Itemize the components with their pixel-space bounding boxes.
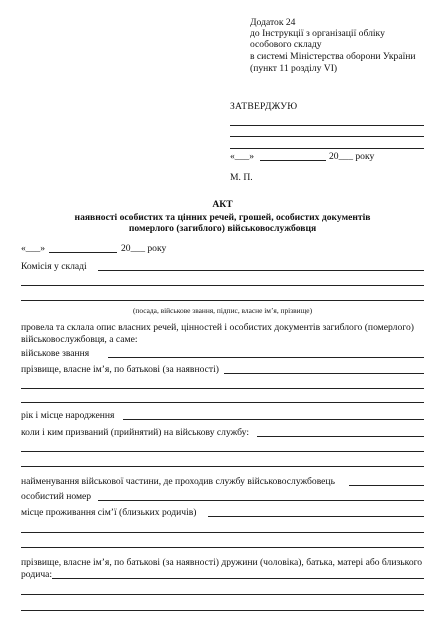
relative-line-3[interactable] [21, 594, 424, 595]
act-subtitle-2: померлого (загиблого) військовослужбовця [128, 223, 317, 234]
residence-line-2[interactable] [21, 532, 424, 533]
relative-line-2: родича: [21, 569, 53, 580]
name-line-3[interactable] [21, 402, 424, 403]
draft-label: коли і ким призваний (прийнятий) на військову службу: [21, 427, 249, 438]
annex-line-4: в системі Міністерства оборони України [250, 51, 416, 62]
approval-line-3 [230, 148, 424, 149]
intro-line-2: військовослужбовця, а саме: [21, 334, 138, 345]
name-label: прізвище, власне ім’я, по батькові (за наявності) [21, 364, 219, 375]
approval-date-line [260, 160, 326, 161]
intro-line-1: провела та склала опис власних речей, цінностей і особистих документів загиблого (померлого) [21, 322, 414, 333]
residence-label: місце проживання сім’ї (близьких родичів) [21, 507, 197, 518]
residence-line-3[interactable] [21, 547, 424, 548]
rank-field[interactable] [108, 357, 424, 358]
annex-line-1: Додаток 24 [250, 17, 296, 28]
birth-field[interactable] [123, 419, 424, 420]
commission-label: Комісія у складі [21, 261, 87, 272]
approval-line-1 [230, 125, 424, 126]
approval-date-open: «___» [230, 151, 254, 162]
relative-line-4[interactable] [21, 610, 424, 611]
act-title: АКТ [212, 199, 233, 210]
annex-line-5: (пункт 11 розділу VI) [250, 63, 338, 74]
relative-field[interactable] [52, 578, 424, 579]
draft-line-2[interactable] [21, 451, 424, 452]
residence-field[interactable] [208, 516, 424, 517]
annex-line-3: особового складу [250, 39, 322, 50]
relative-line-1: прізвище, власне ім’я, по батькові (за наявності) дружини (чоловіка), батька, матері або близького [21, 557, 423, 568]
draft-field[interactable] [257, 436, 424, 437]
act-date-year: 20___ року [121, 243, 167, 254]
act-date-line [49, 252, 117, 253]
commission-field[interactable] [98, 270, 424, 271]
name-field[interactable] [224, 373, 424, 374]
annex-line-2: до Інструкції з організації обліку [250, 28, 385, 39]
act-date-open: «___» [21, 243, 45, 254]
approval-title: ЗАТВЕРДЖУЮ [230, 101, 298, 112]
unit-field[interactable] [349, 485, 424, 486]
commission-line-3[interactable] [21, 300, 424, 301]
name-line-2[interactable] [21, 388, 424, 389]
personal-number-label: особистий номер [21, 491, 92, 502]
unit-label: найменування військової частини, де проходив службу військовослужбовець [21, 476, 335, 487]
commission-hint: (посада, військове звання, підпис, власне ім’я, прізвище) [132, 306, 313, 315]
approval-date-year: 20___ року [329, 151, 375, 162]
personal-number-field[interactable] [98, 500, 424, 501]
act-subtitle-1: наявності особистих та цінних речей, грошей, особистих документів [74, 212, 371, 223]
approval-line-2 [230, 136, 424, 137]
birth-label: рік і місце народження [21, 410, 115, 421]
rank-label: військове звання [21, 348, 90, 359]
stamp-label: М. П. [230, 172, 253, 183]
draft-line-3[interactable] [21, 466, 424, 467]
commission-line-2[interactable] [21, 285, 424, 286]
